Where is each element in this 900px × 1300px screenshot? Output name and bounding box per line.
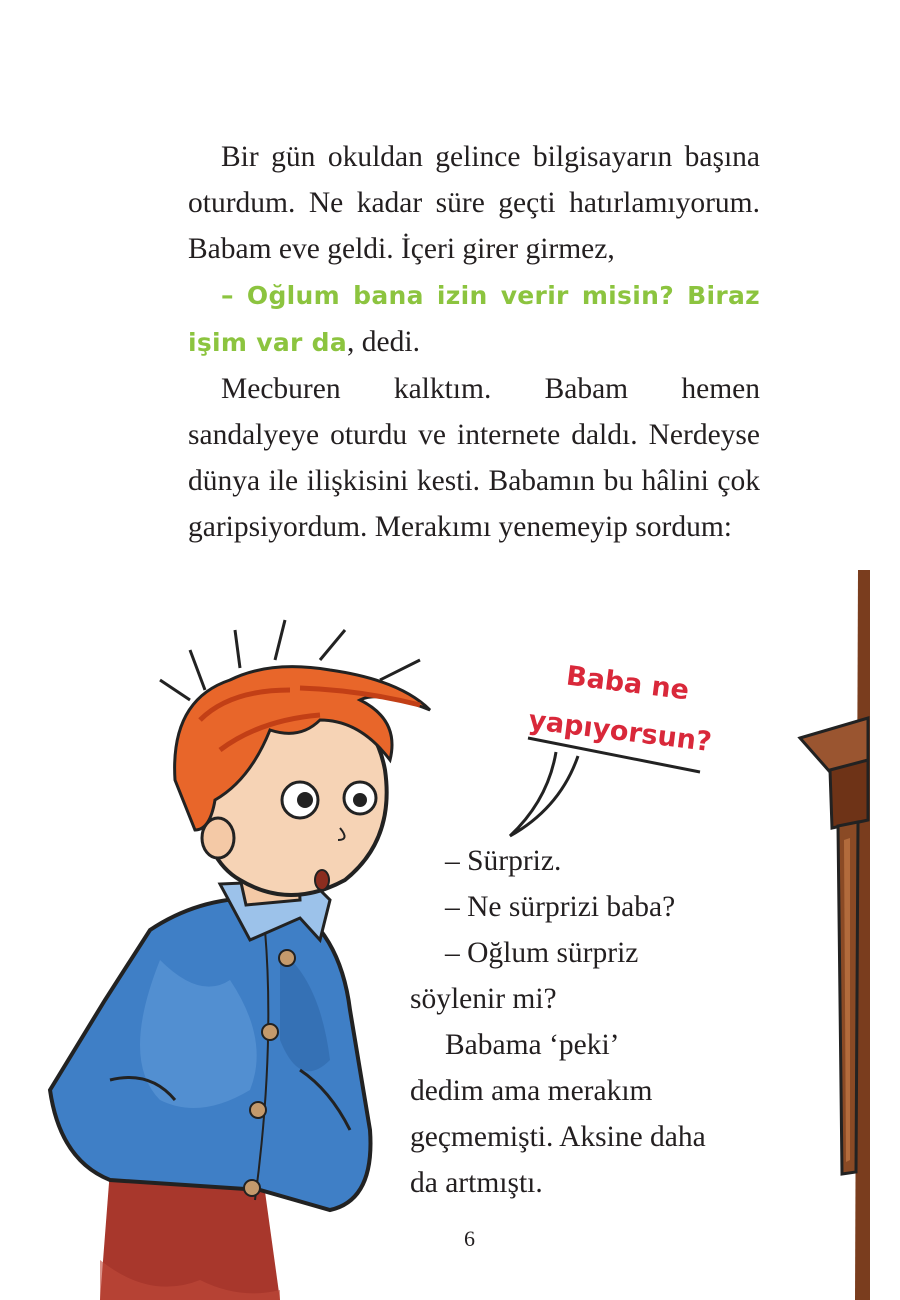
wooden-desk (800, 570, 870, 1300)
dialogue-line: – Sürpriz. (445, 845, 562, 877)
paragraph-2 (188, 272, 760, 366)
paragraph-2-tail: , dedi. (347, 326, 420, 358)
boy-character (50, 620, 430, 1300)
dialogue-line: dedim ama merakım (410, 1075, 653, 1107)
paragraph-1: Bir gün okuldan gelince bilgisayarın başına oturdum. Ne kadar süre geçti hatırlamıyorum. Babam eve geldi. İçeri girer girmez, (188, 141, 760, 265)
dialogue-line: söylenir mi? (410, 983, 557, 1015)
father-dialog: – Oğlum bana izin verir misin? Biraz işim var da (188, 281, 760, 357)
dialogue-line: da artmıştı. (410, 1167, 543, 1199)
speech-bubble-line-1: Baba ne (564, 660, 691, 707)
dialogue-line: – Ne sürprizi baba? (445, 891, 676, 923)
dialogue-line: geçmemişti. Aksine daha (410, 1121, 706, 1153)
speech-bubble-line-2: yapıyorsun? (526, 704, 714, 759)
paragraph-3: Mecburen kalktım. Babam hemen sandalyeye oturdu ve internete daldı. Nerdeyse dünya ile ilişkisini kesti. Babamın bu hâlini çok garipsiyordum. Merakımı yenemeyip sordum: (188, 373, 760, 543)
main-text (188, 134, 760, 550)
side-dialogue (410, 838, 770, 1206)
page-number: 6 (464, 1226, 475, 1251)
dialogue-line: – Oğlum sürpriz (445, 937, 639, 969)
dialogue-line: Babama ‘peki’ (445, 1029, 620, 1061)
